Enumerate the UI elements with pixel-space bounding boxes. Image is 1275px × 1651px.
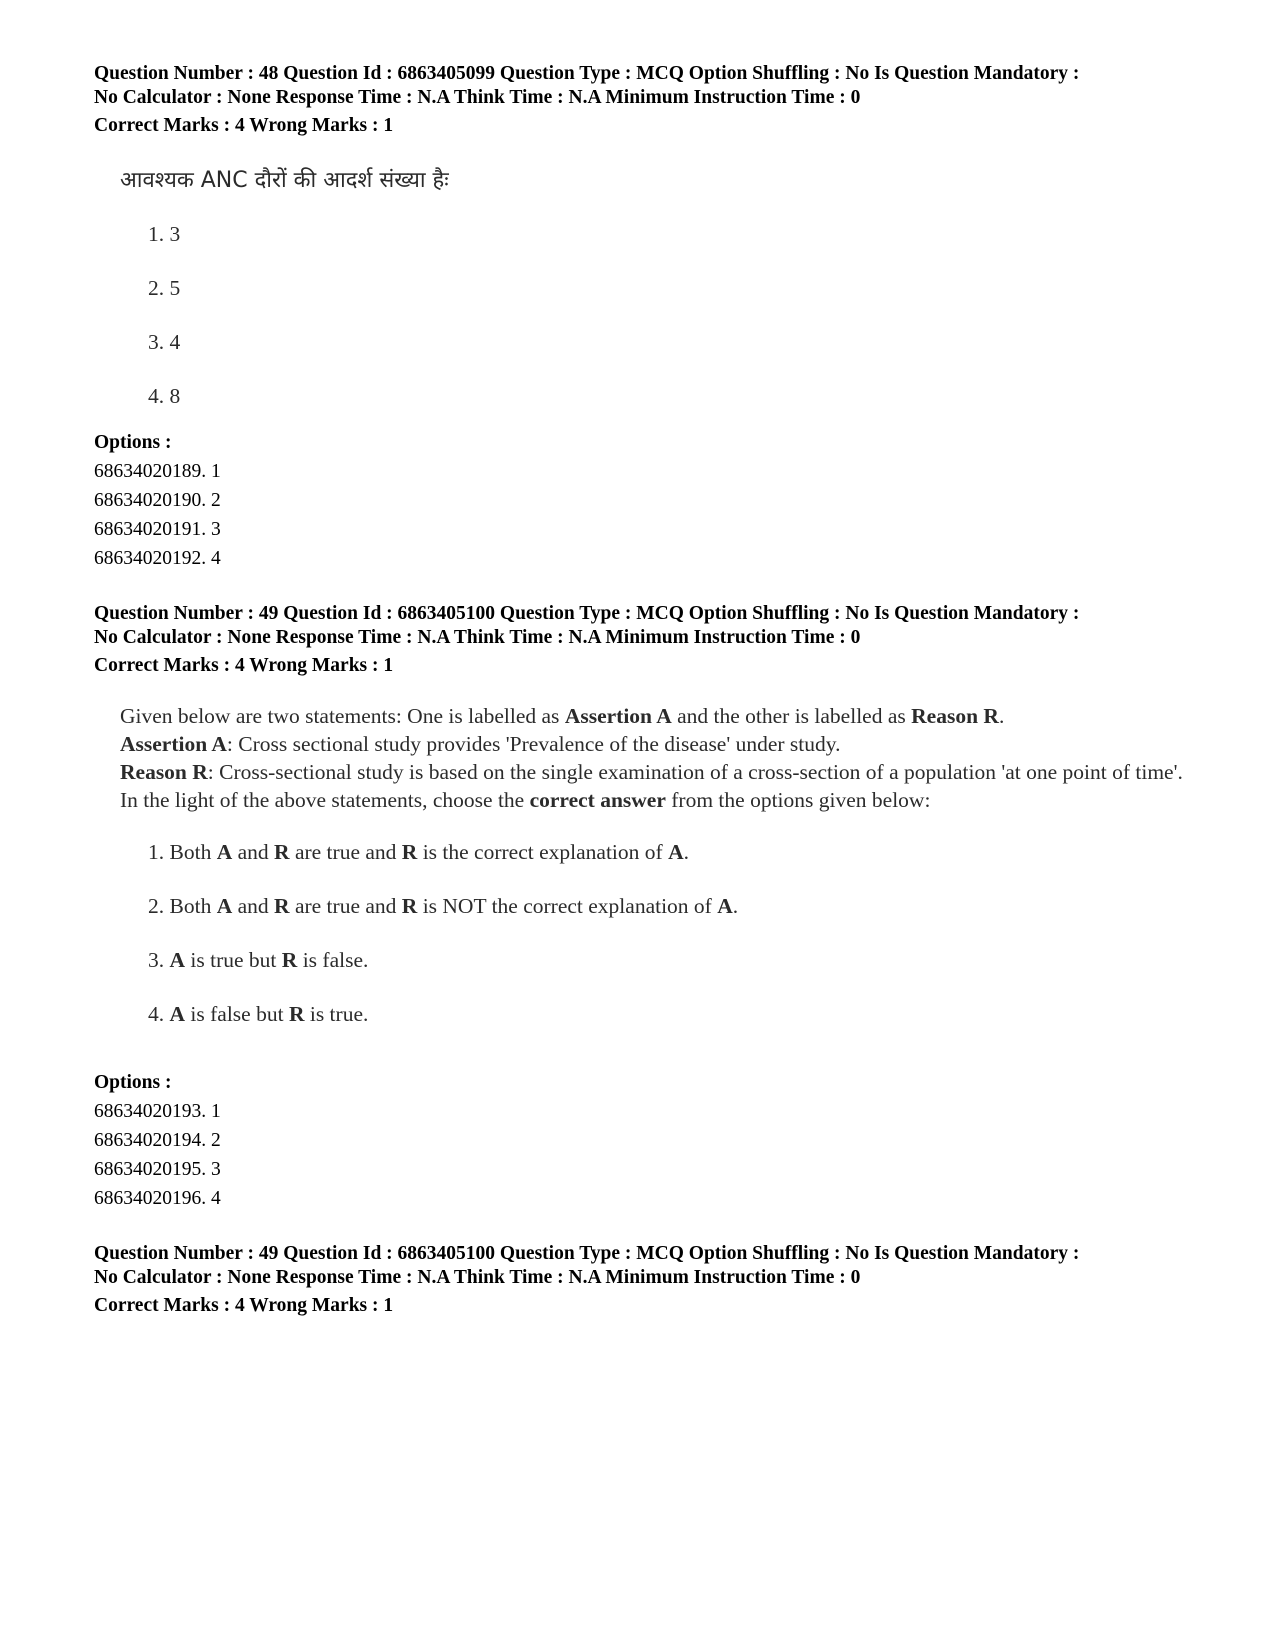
stem-intro: Given below are two statements: One is labelled as Assertion A and the other is labelled as Reason R. <box>120 704 1005 728</box>
option-id: 68634020196. 4 <box>94 1188 221 1209</box>
answer-choice: 4. A is false but R is true. <box>148 1002 369 1026</box>
question-marks: Correct Marks : 4 Wrong Marks : 1 <box>94 1295 394 1316</box>
answer-choices <box>120 838 1200 1028</box>
question-meta-line-1: Question Number : 49 Question Id : 6863405100 Question Type : MCQ Option Shuffling : No Is Question Mandatory : <box>94 603 1080 624</box>
option-id: 68634020191. 3 <box>94 519 221 540</box>
question-48-header <box>94 62 1194 138</box>
options-title: Options : <box>94 432 172 453</box>
instruction: In the light of the above statements, choose the correct answer from the options given below: <box>120 788 931 812</box>
question-marks: Correct Marks : 4 Wrong Marks : 1 <box>94 115 394 136</box>
option-id: 68634020190. 2 <box>94 490 221 511</box>
option-id: 68634020189. 1 <box>94 461 221 482</box>
reason-statement: Reason R: Cross-sectional study is based on the single examination of a cross-section of a population 'at one point of time'. <box>120 760 1183 784</box>
answer-choice: 1. Both A and R are true and R is the correct explanation of A. <box>148 840 689 864</box>
question-stem <box>120 702 1200 814</box>
answer-choice: 2. Both A and R are true and R is NOT the correct explanation of A. <box>148 894 739 918</box>
question-meta-line-2: No Calculator : None Response Time : N.A Think Time : N.A Minimum Instruction Time : 0 <box>94 1267 861 1288</box>
assertion-statement: Assertion A: Cross sectional study provides 'Prevalence of the disease' under study. <box>120 732 841 756</box>
answer-choice: 4. 8 <box>148 384 181 408</box>
question-meta-line-1: Question Number : 49 Question Id : 6863405100 Question Type : MCQ Option Shuffling : No Is Question Mandatory : <box>94 1243 1080 1264</box>
question-meta-line-2: No Calculator : None Response Time : N.A Think Time : N.A Minimum Instruction Time : 0 <box>94 627 861 648</box>
answer-choice: 2. 5 <box>148 276 181 300</box>
answer-choice: 3. 4 <box>148 330 181 354</box>
options-list <box>94 428 221 573</box>
answer-choices <box>120 220 1200 410</box>
question-49-body <box>120 702 1200 1028</box>
question-48-body <box>120 166 1200 410</box>
option-id: 68634020195. 3 <box>94 1159 221 1180</box>
question-stem: आवश्यक ANC दौरों की आदर्श संख्या हैः <box>120 168 449 193</box>
question-marks: Correct Marks : 4 Wrong Marks : 1 <box>94 655 394 676</box>
options-list <box>94 1068 221 1213</box>
options-title: Options : <box>94 1072 172 1093</box>
option-id: 68634020192. 4 <box>94 548 221 569</box>
question-49-repeat-header <box>94 1242 1194 1318</box>
option-id: 68634020193. 1 <box>94 1101 221 1122</box>
question-meta-line-2: No Calculator : None Response Time : N.A Think Time : N.A Minimum Instruction Time : 0 <box>94 87 861 108</box>
answer-choice: 3. A is true but R is false. <box>148 948 369 972</box>
answer-choice: 1. 3 <box>148 222 181 246</box>
question-49-header <box>94 602 1194 678</box>
question-meta-line-1: Question Number : 48 Question Id : 6863405099 Question Type : MCQ Option Shuffling : No Is Question Mandatory : <box>94 63 1080 84</box>
option-id: 68634020194. 2 <box>94 1130 221 1151</box>
